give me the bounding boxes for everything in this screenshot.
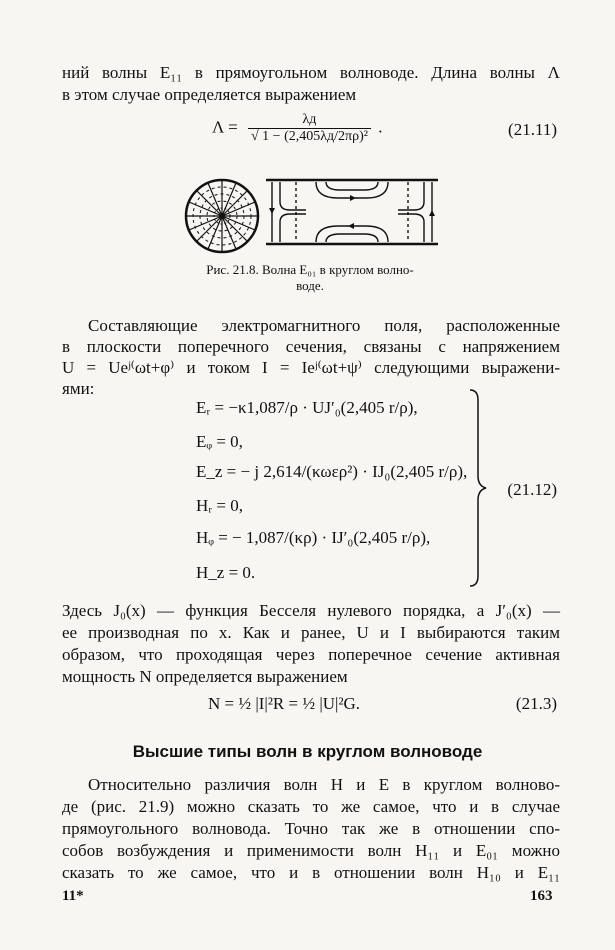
para3-line-2: де (рис. 21.9) можно сказать то же самое, что и в случае bbox=[62, 797, 560, 816]
eq-Ez: E_z = − j 2,614/(κωερ²) · IJ₀(2,405 r/ρ), bbox=[196, 462, 468, 481]
para1-line-2: в плоскости поперечного сечения, связаны с напряжением bbox=[62, 337, 560, 356]
system-brace bbox=[468, 388, 488, 588]
para1-line-4: ями: bbox=[62, 379, 95, 398]
para2-line-1: Здесь J₀(x) — функция Бесселя нулевого порядка, а J′₀(x) — bbox=[62, 601, 560, 620]
figure-caption-line-1: Рис. 21.8. Волна E₀₁ в круглом волно- bbox=[206, 262, 414, 277]
eq-Er: Eᵣ = −κ1,087/ρ · UJ′₀(2,405 r/ρ), bbox=[196, 398, 418, 417]
eq-Hz: H_z = 0. bbox=[196, 563, 256, 582]
formula-21-11: Λ = $\frac{\lambda д}{\text{√ 1 − (2,405λд/2πρ)²}}$ . bbox=[212, 112, 383, 144]
eq-Hr: Hᵣ = 0, bbox=[196, 496, 244, 515]
para3-line-1: Относительно различия волн H и E в круглом волново- bbox=[88, 775, 560, 794]
formula-21-3-number: (21.3) bbox=[515, 694, 557, 713]
section-heading: Высшие типы волн в круглом волноводе bbox=[132, 742, 483, 761]
figure-21-8-longitudinal-section bbox=[266, 178, 438, 246]
eq-Hphi: Hᵩ = − 1,087/(κρ) · IJ′₀(2,405 r/ρ), bbox=[196, 528, 431, 547]
intro-line-2: в этом случае определяется выражением bbox=[62, 85, 357, 104]
para1-line-3: U = Ueʲ⁽ωt+φ⁾ и током I = Ieʲ⁽ωt+ψ⁾ следующими выражени- bbox=[62, 358, 560, 377]
para3-line-3: прямоугольного волновода. Точно так же в отношении спо- bbox=[62, 819, 560, 838]
para3-line-4: собов возбуждения и применимости волн H₁₁ и E₀₁ можно bbox=[62, 841, 560, 860]
formula-21-11-number: (21.11) bbox=[508, 120, 557, 139]
para2-line-4: мощность N определяется выражением bbox=[62, 667, 348, 686]
para2-line-3: образом, что проходящая через поперечное сечение активная bbox=[62, 645, 560, 664]
formula-21-11-numerator: λд bbox=[248, 112, 371, 129]
figure-21-8-cross-section bbox=[182, 176, 262, 256]
page-number: 163 bbox=[530, 888, 553, 904]
figure-caption-line-2: воде. bbox=[296, 278, 324, 293]
para3-line-5: сказать то же самое, что и в отношении волн H₁₀ и E₁₁ bbox=[62, 863, 560, 882]
eq-Ephi: Eᵩ = 0, bbox=[196, 432, 243, 451]
formula-21-3: N = ½ |I|²R = ½ |U|²G. bbox=[208, 694, 361, 713]
para2-line-2: ее производная по x. Как и ранее, U и I выбираются таким bbox=[62, 623, 560, 642]
signature-mark: 11* bbox=[62, 888, 84, 904]
intro-line-1: ний волны E₁₁ в прямоугольном волноводе. Длина волны Λ bbox=[62, 63, 560, 82]
para1-line-1: Составляющие электромагнитного поля, расположенные bbox=[88, 316, 560, 335]
formula-21-11-denominator: √ 1 − (2,405λд/2πρ)² bbox=[250, 129, 368, 144]
system-21-12-number: (21.12) bbox=[507, 480, 557, 499]
formula-21-11-lhs: Λ = bbox=[212, 117, 238, 137]
